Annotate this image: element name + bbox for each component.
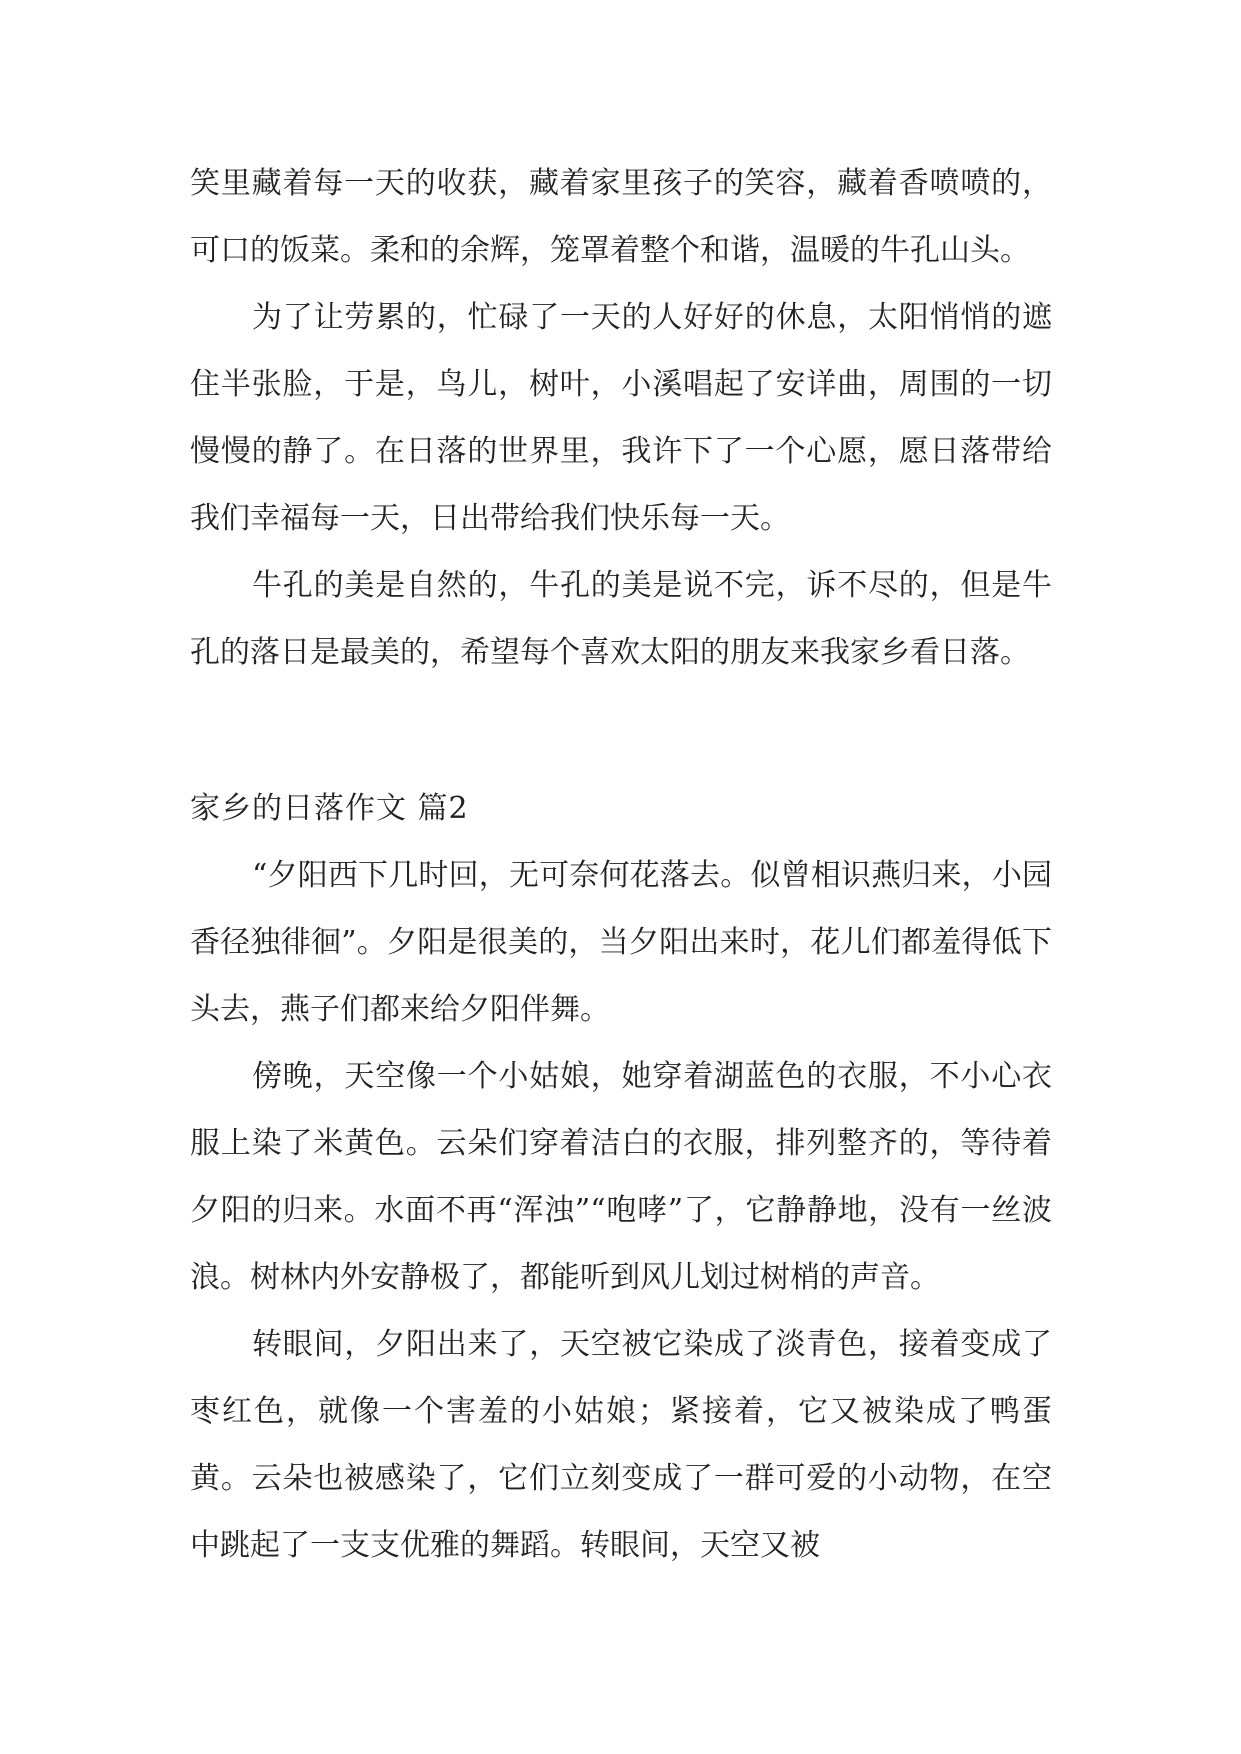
paragraph: 笑里藏着每一天的收获，藏着家里孩子的笑容，藏着香喷喷的，可口的饭菜。柔和的余辉，笼罩着整个和谐，温暖的牛孔山头。 — [190, 166, 1052, 268]
paragraph: “夕阳西下几时回，无可奈何花落去。似曾相识燕归来，小园香径独徘徊”。夕阳是很美的，当夕阳出来时，花儿们都羞得低下头去，燕子们都来给夕阳伴舞。 — [190, 858, 1052, 1027]
section-essay-2 — [190, 775, 1052, 1579]
section-continued-text — [190, 150, 1052, 686]
section-heading: 家乡的日落作文 篇2 — [190, 791, 469, 826]
paragraph: 傍晚，天空像一个小姑娘，她穿着湖蓝色的衣服，不小心衣服上染了米黄色。云朵们穿着洁白的衣服，排列整齐的，等待着夕阳的归来。水面不再“浑浊”“咆哮”了，它静静地，没有一丝波浪。树林内外安静极了，都能听到风儿划过树梢的声音。 — [190, 1059, 1052, 1295]
paragraph: 转眼间，夕阳出来了，天空被它染成了淡青色，接着变成了枣红色，就像一个害羞的小姑娘；紧接着，它又被染成了鸭蛋黄。云朵也被感染了，它们立刻变成了一群可爱的小动物，在空中跳起了一支支优雅的舞蹈。转眼间，天空又被 — [190, 1327, 1052, 1563]
paragraph: 为了让劳累的，忙碌了一天的人好好的休息，太阳悄悄的遮住半张脸，于是，鸟儿，树叶，小溪唱起了安详曲，周围的一切慢慢的静了。在日落的世界里，我许下了一个心愿，愿日落带给我们幸福每一天，日出带给我们快乐每一天。 — [190, 300, 1052, 536]
paragraph: 牛孔的美是自然的，牛孔的美是说不完，诉不尽的，但是牛孔的落日是最美的，希望每个喜欢太阳的朋友来我家乡看日落。 — [190, 568, 1052, 670]
